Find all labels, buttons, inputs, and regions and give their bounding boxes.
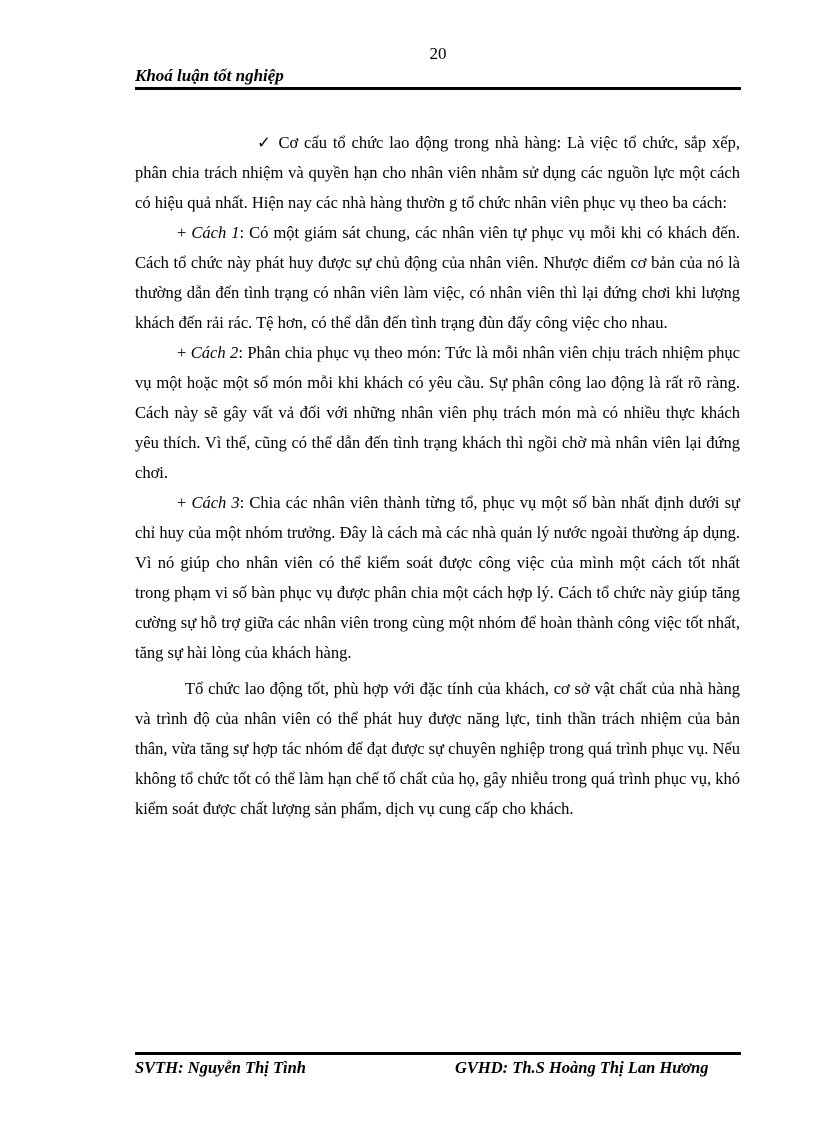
- page-body: [135, 128, 740, 824]
- way-prefix: +: [177, 223, 192, 242]
- way-label: Cách 2: [190, 343, 239, 362]
- footer-divider: [135, 1052, 741, 1055]
- page-number: 20: [429, 44, 447, 63]
- footer-student: SVTH: Nguyễn Thị Tình: [135, 1058, 306, 1077]
- way-text: : Có một giám sát chung, các nhân viên tự phục vụ mỗi khi có khách đến. Cách tổ chức này phát huy được sự chủ động của nhân viên. Nhược điểm cơ bản của nó là thường dẫn đến tình trạng có nhân viên làm việc, có nhân viên thì lại đứng chơi khi lượng khách đến rải rác. Tệ hơn, có thể dẫn đến tình trạng đùn đẩy công việc cho nhau.: [135, 223, 740, 332]
- way-text: : Phân chia phục vụ theo món: Tức là mỗi nhân viên chịu trách nhiệm phục vụ một hoặc một số món mỗi khi khách có yêu cầu. Sự phân công lao động là rất rõ ràng. Cách này sẽ gây vất vả đối với những nhân viên phụ trách món mà có nhiều thực khách yêu thích. Vì thế, cũng có thể dẫn đến tình trạng khách thì ngồi chờ mà nhân viên lại đứng chơi.: [135, 343, 740, 482]
- way-3-paragraph: [135, 488, 740, 668]
- way-label: Cách 3: [191, 493, 240, 512]
- checkmark-icon: ✓: [257, 133, 273, 152]
- bullet-paragraph: [135, 128, 740, 218]
- document-header-title: Khoá luận tốt nghiệp: [135, 66, 284, 85]
- way-prefix: +: [177, 343, 191, 362]
- way-label: Cách 1: [191, 223, 240, 242]
- way-2-paragraph: [135, 338, 740, 488]
- way-1-paragraph: [135, 218, 740, 338]
- header-divider: [135, 87, 741, 90]
- bullet-text: Cơ cấu tổ chức lao động trong nhà hàng: Là việc tổ chức, sắp xếp, phân chia trách nhiệm và quyền hạn cho nhân viên nhằm sử dụng các nguồn lực một cách có hiệu quả nhất. Hiện nay các nhà hàng thườn g tổ chức nhân viên phục vụ theo ba cách:: [135, 133, 741, 212]
- way-prefix: +: [177, 493, 192, 512]
- conclusion-paragraph: Tổ chức lao động tốt, phù hợp với đặc tính của khách, cơ sở vật chất của nhà hàng và trình độ của nhân viên có thể phát huy được năng lực, tinh thần trách nhiệm của bản thân, vừa tăng sự hợp tác nhóm để đạt được sự chuyên nghiệp trong quá trình phục vụ. Nếu không tổ chức tốt có thể làm hạn chế tố chất của họ, gây nhiễu trong quá trình phục vụ, khó kiểm soát được chất lượng sản phẩm, dịch vụ cung cấp cho khách.: [135, 679, 740, 818]
- way-text: : Chia các nhân viên thành từng tổ, phục vụ một số bàn nhất định dưới sự chỉ huy của một nhóm trưởng. Đây là cách mà các nhà quản lý nước ngoài thường áp dụng. Vì nó giúp cho nhân viên có thể kiểm soát được công việc của mình một cách tốt nhất trong phạm vi số bàn phục vụ được phân chia một cách hợp lý. Cách tổ chức này giúp tăng cường sự hỗ trợ giữa các nhân viên trong cùng một nhóm để hoàn thành công việc tốt nhất, tăng sự hài lòng của khách hàng.: [135, 493, 740, 662]
- footer-advisor: GVHD: Th.S Hoàng Thị Lan Hương: [455, 1058, 709, 1077]
